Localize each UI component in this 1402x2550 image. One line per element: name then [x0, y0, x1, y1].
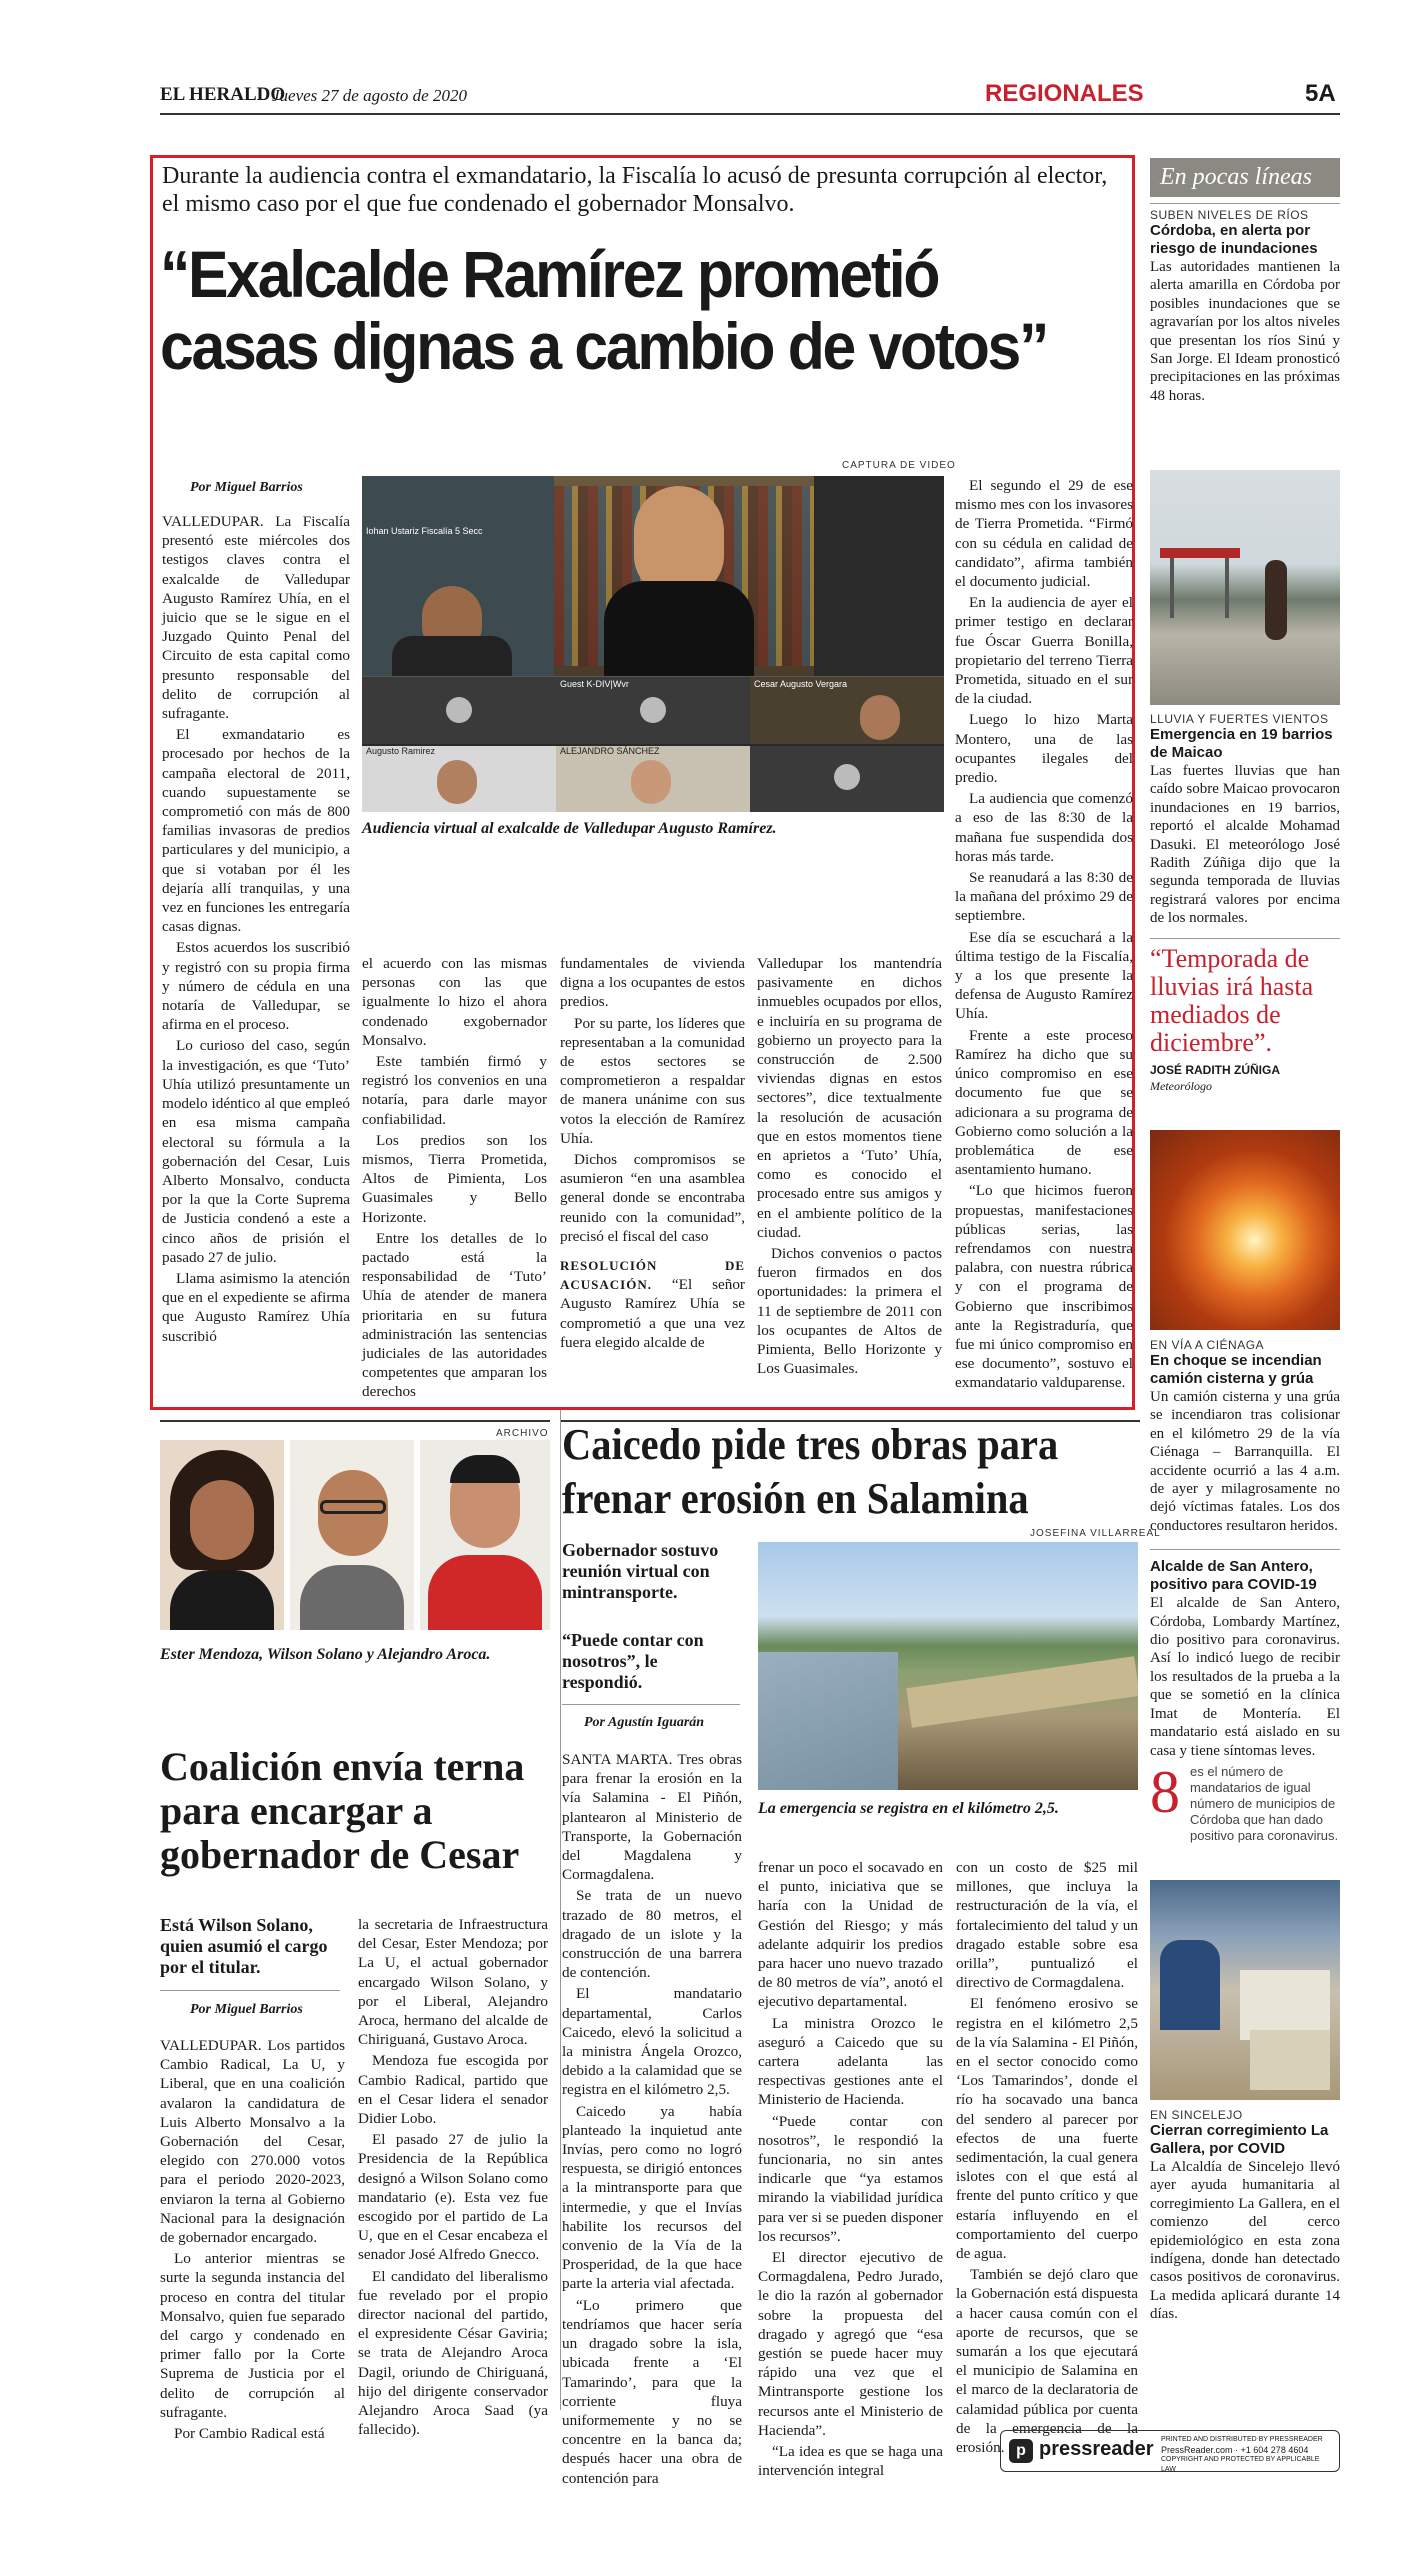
paper-name: EL HERALDO [160, 84, 286, 105]
paragraph: El pasado 27 de julio la Presidencia de la República designó a Wilson Solano como mandatario (e). Esta vez fue escogido por el partido de La U, que en el Cesar encabeza el senador José Alfredo Gnecco. [358, 2131, 548, 2264]
main-headline-line2: casas dignas a cambio de votos” [160, 309, 1048, 383]
section-name: REGIONALES [985, 80, 1144, 107]
page-number: 5A [1305, 80, 1336, 107]
paragraph: Caicedo ya había planteado la inquietud ante Invías, pero como no logró respuesta, se dirigió entonces a la mintransporte para que intermedie, y que el Invías habilite los recursos del convenio de la Vía de la Prosperidad, de la que hace parte la arteria vial afectada. [562, 2102, 742, 2293]
paragraph: con un costo de $25 mil millones, que incluya la restructuración de la vía, el fortalecimiento del talud y un dragado estable sobre esa orilla”, puntualizó el directivo de Cormagdalena. [956, 1859, 1138, 1992]
glasses-icon [320, 1500, 386, 1514]
paragraph: Lo anterior mientras se surte la segunda instancia del proceso en contra del titular Monsalvo, quien fue separado del cargo y condenado en primer fallo por la Corte Suprema de Justicia por el delito de corrupción al sufragante. [160, 2250, 345, 2421]
stat-box [1150, 1760, 1340, 1870]
footer-line: COPYRIGHT AND PROTECTED BY APPLICABLE LAW [1161, 2456, 1320, 2473]
brief-text: El alcalde de San Antero, Córdoba, Lombardy Martínez, dio positivo para coronavirus. Así lo indicó luego de recibir los resultados de la prueba a la que se sometió en la clínica Imat de Montería. El mandatario está aislado en su casa y tiene síntomas leves. [1150, 1595, 1340, 1759]
main-speaker-tile [554, 476, 814, 676]
paragraph: VALLEDUPAR. La Fiscalía presentó este miércoles dos testigos claves contra el exalcalde de Valledupar Augusto Ramírez Uhía, en el juicio que se le sigue en el Juzgado Quinto Penal del Circuito de esta capital como presunto responsable del delito de corrupción al sufragante. [162, 513, 350, 723]
sidebar-b2 [1150, 712, 1340, 1094]
photo-credit: ARCHIVO [496, 1428, 549, 1439]
paragraph: el acuerdo con las mismas personas con las que igualmente lo hizo el ahora condenado exgobernador Monsalvo. [362, 955, 547, 1049]
paragraph: Entre los detalles de lo pactado está la responsabilidad de ‘Tuto’ Uhía de atender de manera prioritaria en su futura administración las sentencias judiciales de las autoridades competentes que amparan los derechos [362, 1229, 547, 1401]
paragraph: La audiencia que comenzó a eso de las 8:30 de la mañana fue suspendida dos horas más tarde. [955, 790, 1133, 865]
paragraph: Dichos compromisos se asumieron “en una asamblea general donde se encontraba reunido con la comunidad”, precisó el fiscal del caso [560, 1151, 745, 1245]
aid-photo [1150, 1880, 1340, 2100]
issue-date: Jueves 27 de agosto de 2020 [272, 86, 467, 105]
paragraph: El mandatario departamental, Carlos Caicedo, elevó la solicitud a la ministra Ángela Orozco, debido a la calamidad que se registra en el kilómetro 2,5. [562, 1985, 742, 2099]
user-placeholder-icon [834, 764, 860, 790]
tile-fiscal [362, 476, 554, 676]
main-deck: Durante la audiencia contra el exmandatario, la Fiscalía lo acusó de presunta corrupción al elector, el mismo caso por el que fue condenado el gobernador Monsalvo. [162, 163, 1108, 217]
paragraph: La ministra Orozco le aseguró a Caicedo que su cartera adelanta las respectivas gestiones ante el Ministerio de Hacienda. [758, 2014, 943, 2109]
main-col-4 [757, 954, 942, 1380]
paragraph: También se dejó claro que la Gobernación está dispuesta a hacer causa común con el aporte de recursos, que se sumarán a los que ejecutará el municipio de Salamina en el marco de la declaratoria de calamidad pública por cuenta de la emergencia de la erosión. [956, 2266, 1138, 2457]
stat-text: es el número de mandatarios de igual número de municipios de Córdoba que han dado positivo para coronavirus. [1190, 1764, 1339, 1843]
story2-caption: Ester Mendoza, Wilson Solano y Alejandro Aroca. [160, 1646, 491, 1663]
tile-alejandro: ALEJANDRO SÁNCHEZ [556, 746, 750, 812]
pressreader-badge [1000, 2430, 1340, 2472]
user-placeholder-icon [640, 697, 666, 723]
paragraph: El segundo el 29 de ese mismo mes con los invasores de Tierra Prometida. “Firmó con su cédula en calidad de candidato”, afirma también el documento judicial. [955, 477, 1134, 591]
story3-col-2 [758, 1858, 943, 2483]
brief-headline: Emergencia en 19 barrios de Maicao [1150, 726, 1333, 761]
paragraph: Valledupar los mantendría pasivamente en dichos inmuebles ocupados por ellos, e incluiría en su programa de gobierno un proyecto para la construcción de 2.500 viviendas dignas en estos sectores”, dice textualmente la resolución de acusación que en estos momentos tiene en aprietos a ‘Tuto’ Uhía, como es conocido el procesado entre sus amigos y en el ambiente político de la ciudad. [757, 955, 942, 1241]
header-rule [160, 113, 1340, 115]
brief-kicker: SUBEN NIVELES DE RÍOS [1150, 208, 1309, 222]
quote-role: Meteorólogo [1150, 1078, 1212, 1093]
paragraph: Por Cambio Radical está [174, 2425, 325, 2443]
speaker-body [604, 581, 754, 676]
sidebar-title: En pocas líneas [1150, 158, 1340, 197]
pull-quote: “Temporada de lluvias irá hasta mediados de diciembre”. [1150, 943, 1314, 1057]
paragraph: Los predios son los mismos, Tierra Prometida, Altos de Pimienta, Los Guasimales y Bello Horizonte. [362, 1131, 547, 1226]
paragraph: Lo curioso del caso, según la investigación, es que ‘Tuto’ Uhía utilizó presuntamente un modelo idéntico al que empleó en esa misma campaña electoral su fórmula a la gobernación del Cesar, Luis Alberto Monsalvo, conducta por la que la Corte Suprema de Justicia condenó a este a cinco años de prisión el pasado 27 de julio. [162, 1037, 350, 1266]
paragraph: Mendoza fue escogida por Cambio Radical, partido que en el Cesar lidera el senador Didier Lobo. [358, 2052, 548, 2128]
story2-col-1 [160, 2036, 345, 2445]
flood-photo [1150, 470, 1340, 705]
brief-headline: En choque se incendian camión cisterna y grúa [1150, 1352, 1322, 1387]
main-headline-line1: “Exalcalde Ramírez prometió [160, 237, 939, 311]
paragraph: frenar un poco el socavado en el punto, iniciativa que se haría con la Unidad de Gestión del Riesgo; y más adelante adquirir los predios para hacer uno nuevo trazado de 80 metros de vía”, anotó el ejecutivo departamental. [758, 1859, 943, 2011]
photo-credit: JOSEFINA VILLARREAL [1030, 1528, 1161, 1539]
tile-augusto: Augusto Ramirez [362, 746, 556, 812]
main-col-1 [162, 512, 350, 1348]
tile-empty [750, 746, 944, 812]
subhead: RESOLUCIÓN DE ACUSACIÓN. [560, 1258, 745, 1293]
footer-line: PRINTED AND DISTRIBUTED BY PRESSREADER [1161, 2436, 1323, 2443]
brief-kicker: EN VÍA A CIÉNAGA [1150, 1338, 1265, 1352]
story3-byline: Por Agustín Iguarán [584, 1715, 705, 1730]
paragraph: “La idea es que se haga una intervención integral [758, 2443, 943, 2480]
portrait-wilson [290, 1440, 414, 1630]
brief-text: Las autoridades mantienen la alerta amarilla en Córdoba por posibles inundaciones que se agravarían por los altos niveles que presentan los ríos Sinú y San Jorge. El Ideam pronosticó precipitaciones en las próximas 48 horas. [1150, 259, 1340, 404]
paragraph: El director ejecutivo de Cormagdalena, Pedro Jurado, le dio la razón al gobernador sobre la propuesta del dragado y agregó que “esa gestión se puede hacer muy rápido una vez que el Mintransporte gestione los recursos ante el Ministerio de Hacienda”. [758, 2249, 943, 2439]
brief-headline: Alcalde de San Antero, positivo para COVID-19 [1150, 1558, 1317, 1594]
photo-credit: CAPTURA DE VIDEO [842, 460, 956, 471]
portrait-ester [160, 1440, 284, 1630]
paragraph: El candidato del liberalismo fue revelado por el propio director nacional del partido, el expresidente César Gaviria; se trata de Alejandro Aroca Dagil, oriundo de Chiriguaná, hijo del dirigente conservador Alejandro Aroca Saad (ya fallecido). [358, 2267, 548, 2439]
video-conference-photo [362, 476, 944, 812]
paragraph: la secretaria de Infraestructura del Cesar, Ester Mendoza; por La U, el actual gobernador encargado Wilson Solano, y por el Liberal, Alejandro Aroca, hermano del alcalde de Chiriguaná, Gustavo Aroca. [358, 1916, 548, 2049]
main-byline: Por Miguel Barrios [190, 480, 303, 495]
paragraph: Ese día se escuchará a la última testigo de la Fiscalía, y a los que presente la defensa de Augusto Ramírez Uhía. [955, 928, 1133, 1023]
tile-martha [362, 677, 556, 744]
paragraph: Por su parte, los líderes que representaban a la comunidad de estos sectores se comprometieron a respaldar de manera unánime con sus votos la elección de Ramírez Uhía. [560, 1014, 745, 1147]
sidebar-b5 [1150, 2108, 1340, 2324]
paragraph: El exmandatario es procesado por hechos de la campaña electoral de 2011, cuando supuestamente se comprometió con más de 800 familias invasoras de predios particulares y del municipio, a que si votaban por él les dejaría allí tranquilas, y una vez en funciones les entregaría casas dignas. [162, 726, 350, 936]
story2-deck: Está Wilson Solano, quien asumió el cargo por el titular. [160, 1915, 328, 1977]
erosion-photo [758, 1542, 1138, 1790]
paragraph: fundamentales de vivienda digna a los ocupantes de estos predios. [560, 955, 745, 1011]
brief-text: Las fuertes lluvias que han caído sobre Maicao provocaron inundaciones en 19 barrios, reportó el alcalde Mohamad Dasuki. El meteorólogo José Radith Zúñiga dijo que la segunda temporada de lluvias registrará valores por encima de los normales. [1150, 763, 1340, 927]
sidebar [1150, 158, 1340, 405]
story3-col-3 [956, 1858, 1138, 2459]
quote-name: JOSÉ RADITH ZÚÑIGA [1150, 1062, 1281, 1077]
brief-text: Un camión cisterna y una grúa se incendiaron tras colisionar en el kilómetro 29 de la vía Ciénaga – Barranquilla. El accidente ocurrió a las 4 a.m. de ayer y milagrosamente no dejó víctimas fatales. Los dos conductores resultaron heridos. [1150, 1389, 1340, 1534]
main-col-2 [362, 954, 547, 1404]
story3-headline: Caicedo pide tres obras para frenar erosión en Salamina [562, 1420, 1059, 1523]
tile-cesar: Cesar Augusto Vergara [750, 677, 944, 744]
story2-headline: Coalición envía terna para encargar a gobernador de Cesar [160, 1744, 525, 1877]
paragraph: Dichos convenios o pactos fueron firmados en dos oportunidades: la primera el 11 de septiembre de 2011 con los ocupantes de Altos de Pimienta, Bello Horizonte y Los Guasimales. [757, 1245, 942, 1378]
paragraph: En la audiencia de ayer el primer testigo en declarar fue Óscar Guerra Bonilla, propietario del terreno Tierra Prometida, situado en el sur de la ciudad. [955, 594, 1133, 708]
story3-deck: Gobernador sostuvo reunión virtual con mintransporte. [562, 1540, 719, 1602]
main-col-3 [560, 954, 745, 1354]
paragraph: “Lo que hicimos fueron propuestas, manifestaciones públicas serias, las refrendamos con nuestra palabra, con nuestra rúbrica y con el programa de Gobierno que inscribimos ante la Registraduría, que fue mi único compromiso en ese documento”, sostuvo el exmandatario valduparense. [955, 1182, 1133, 1392]
paragraph: Se reanudará a las 8:30 de la mañana del próximo 29 de septiembre. [955, 869, 1133, 925]
portrait-alejandro [420, 1440, 550, 1630]
pressreader-logo-icon: p [1009, 2439, 1033, 2463]
main-photo-caption: Audiencia virtual al exalcalde de Valledupar Augusto Ramírez. [362, 820, 777, 837]
story2-col-2 [358, 1915, 548, 2441]
sidebar-b3 [1150, 1338, 1340, 1760]
tile-guest: Guest K-DIV|Wvr [556, 677, 750, 744]
paragraph: El fenómeno erosivo se registra en el kilómetro 2,5 de la vía Salamina - El Piñón, en el sector conocido como ‘Los Tamarindos’, donde el río ha socavado una banca del sendero al parecer por efectos de una fuerte sedimentación, la cual genera islotes con el que está al frente del punto crítico y que estaría influyendo en el comportamiento del cuerpo de agua. [956, 1995, 1138, 2263]
paragraph: “Lo primero que tendríamos que hacer sería un dragado sobre la isla, ubicada frente a ‘El Tamarindo’, para que la corriente fluya uniformemente y no se concentre en la banca da; después hacer una obra de contención para [562, 2296, 742, 2487]
paragraph: VALLEDUPAR. Los partidos Cambio Radical, La U, y Liberal, que en una coalición avalaron la candidatura de Luis Alberto Monsalvo a la Gobernación del Cesar, elegido con 270.000 votos para el periodo 2020-2023, enviaron la terna al Gobierno Nacional para la designación de gobernador encargado. [160, 2037, 345, 2247]
brief-headline: Córdoba, en alerta por riesgo de inundaciones [1150, 222, 1318, 257]
brief-text: La Alcaldía de Sincelejo llevó ayer ayuda humanitaria al corregimiento La Gallera, en el comienzo del cerco epidemiológico en esta zona indígena, donde han detectado casos positivos de coronavirus. La medida aplicará durante 14 días. [1150, 2159, 1340, 2323]
user-placeholder-icon [446, 697, 472, 723]
story2-byline: Por Miguel Barrios [190, 2002, 303, 2017]
pressreader-brand: pressreader [1039, 2438, 1154, 2460]
paragraph: Llama asimismo la atención que en el expediente se afirma que Augusto Ramírez Uhía suscribió [162, 1269, 350, 1345]
story3-caption: La emergencia se registra en el kilómetro 2,5. [758, 1800, 1059, 1817]
brief-kicker: EN SINCELEJO [1150, 2108, 1243, 2122]
main-col-5 [955, 476, 1133, 1395]
tile-fiscal-label: Iohan Ustariz Fiscalía 5 Secc [366, 526, 483, 536]
paragraph: SANTA MARTA. Tres obras para frenar la erosión en la vía Salamina - El Piñón, plantearon al Ministerio de Transporte, la Gobernación del Magdalena y Cormagdalena. [562, 1751, 742, 1884]
story3-col-1 [562, 1750, 742, 2490]
brief-kicker: LLUVIA Y FUERTES VIENTOS [1150, 712, 1329, 726]
speaker-face [634, 486, 724, 596]
paragraph: Se trata de un nuevo trazado de 80 metros, el dragado de un islote y la construcción de una barrera de contención. [562, 1887, 742, 1982]
paragraph: Estos acuerdos los suscribió y registró con su propia firma y número de cédula en una notaría de Valledupar, se afirma en el proceso. [162, 939, 350, 1034]
paragraph: “El señor Augusto Ramírez Uhía se comprometió a que una vez fuera elegido alcalde de [560, 1276, 745, 1351]
brief-headline: Cierran corregimiento La Gallera, por COVID [1150, 2122, 1329, 2157]
paragraph: Este también firmó y registró los convenios en una notaría, para darle mayor confiabilidad. [362, 1053, 547, 1128]
paragraph: Frente a este proceso Ramírez ha dicho que su único compromiso en ese documento fue que se adicionara a su programa de Gobierno como solución a la problemática de ese asentamiento humano. [955, 1026, 1133, 1179]
story3-pull: “Puede contar con nosotros”, le respondió. [562, 1630, 704, 1692]
footer-line: PressReader.com · +1 604 278 4604 [1161, 2445, 1309, 2455]
main-headline [160, 238, 1057, 382]
fire-photo [1150, 1130, 1340, 1330]
stat-number: 8 [1150, 1759, 1180, 1825]
paragraph: Luego lo hizo Marta Montero, una de las ocupantes ilegales del predio. [955, 711, 1133, 787]
paragraph: “Puede contar con nosotros”, le respondió la funcionaria, no sin antes indicarle que “ya estamos mirando la viabilidad jurídica para ver si se pueden disponer los recursos”. [758, 2112, 943, 2245]
